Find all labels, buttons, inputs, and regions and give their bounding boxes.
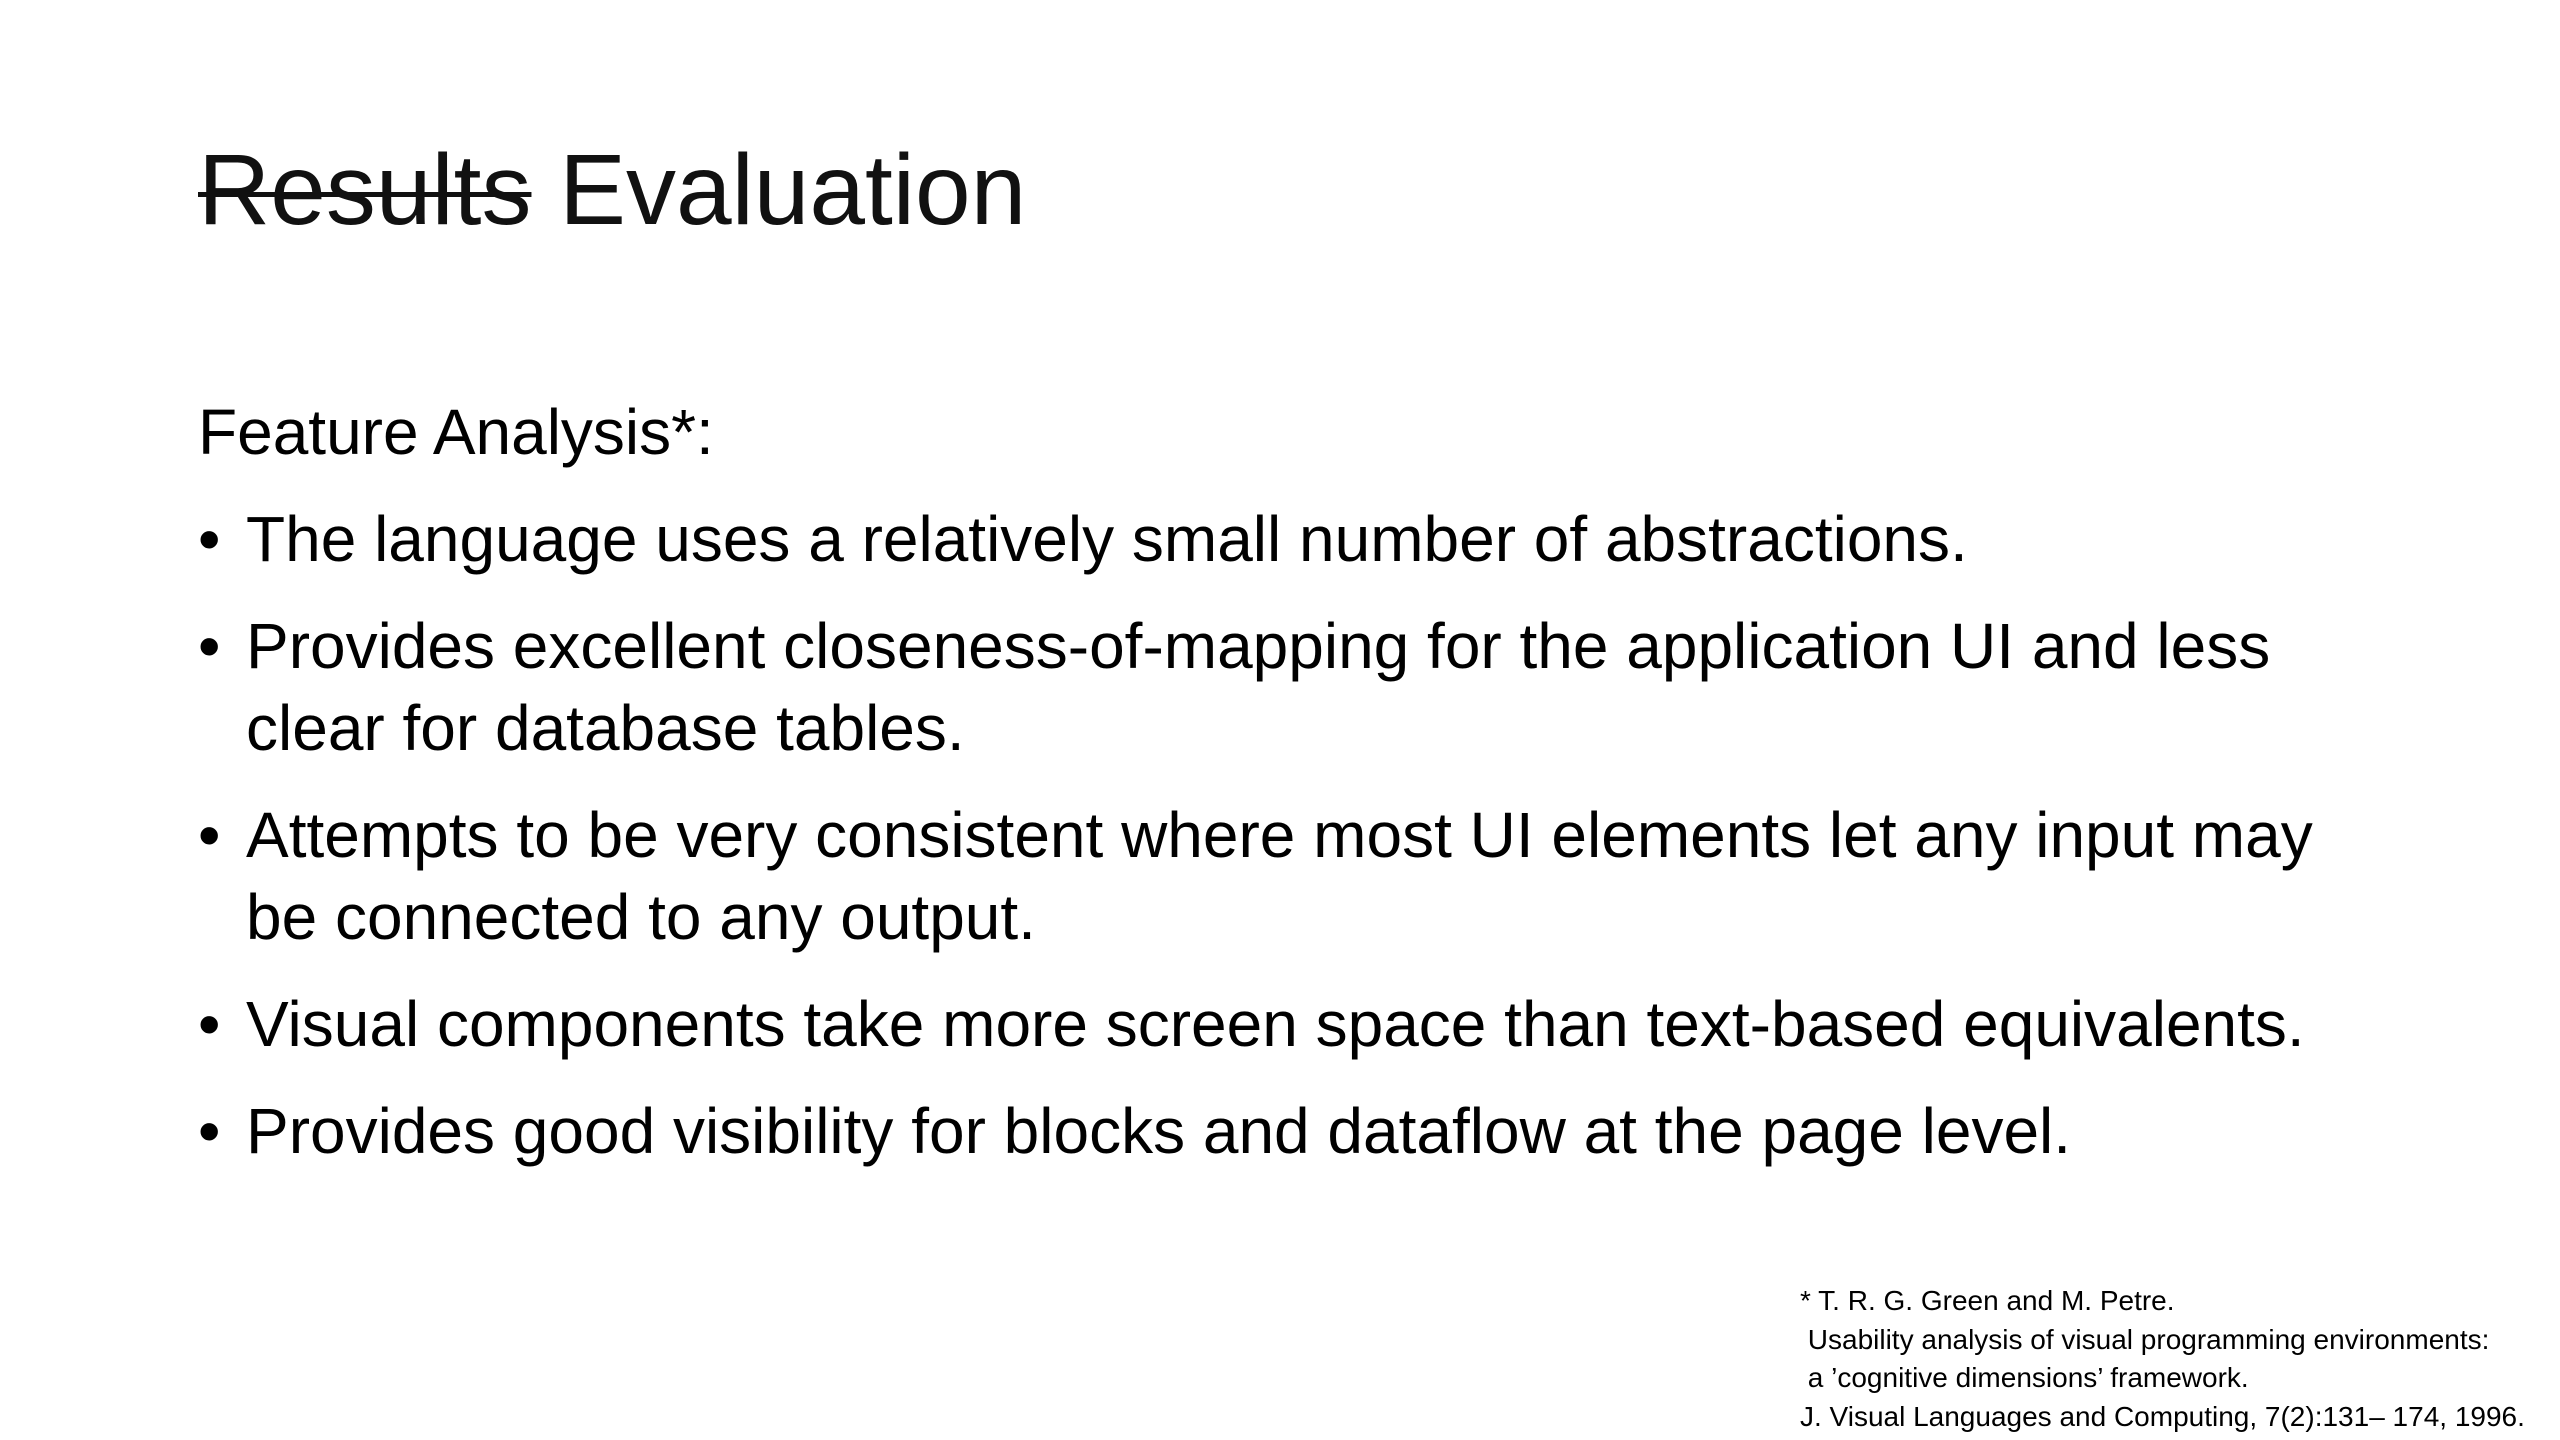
title-word: Evaluation <box>559 134 1027 246</box>
slide-title <box>198 134 1027 246</box>
bullet-item <box>198 605 2378 769</box>
bullet-list <box>198 498 2378 1172</box>
bullet-text: The language uses a relatively small number of abstractions. <box>246 503 1968 575</box>
footnote-line: a ’cognitive dimensions’ framework. <box>1800 1362 2249 1393</box>
bullet-dot: • <box>198 1095 221 1167</box>
bullet-text: Provides excellent closeness-of-mapping for the application UI and less clear for database tables. <box>246 610 2271 764</box>
bullet-dot: • <box>198 988 221 1060</box>
bullet-dot: • <box>198 610 221 682</box>
bullet-dot: • <box>198 799 221 871</box>
bullet-text: Provides good visibility for blocks and dataflow at the page level. <box>246 1095 2072 1167</box>
intro-heading: Feature Analysis*: <box>198 396 714 468</box>
footnote-line: J. Visual Languages and Computing, 7(2):131– 174, 1996. <box>1800 1400 2525 1432</box>
bullet-item <box>198 983 2378 1065</box>
slide-body <box>198 390 2378 1197</box>
footnote-line: * T. R. G. Green and M. Petre. <box>1800 1285 2175 1316</box>
bullet-item <box>198 498 2378 580</box>
struck-title-word: Results <box>198 134 532 246</box>
bullet-item <box>198 794 2378 958</box>
bullet-text: Visual components take more screen space than text-based equivalents. <box>246 988 2305 1060</box>
footnote-line: Usability analysis of visual programming environments: <box>1800 1323 2490 1355</box>
bullet-item <box>198 1090 2378 1172</box>
citation-footnote <box>1800 1282 2550 1436</box>
bullet-dot: • <box>198 503 221 575</box>
bullet-text: Attempts to be very consistent where most UI elements let any input may be connected to any output. <box>246 799 2313 953</box>
